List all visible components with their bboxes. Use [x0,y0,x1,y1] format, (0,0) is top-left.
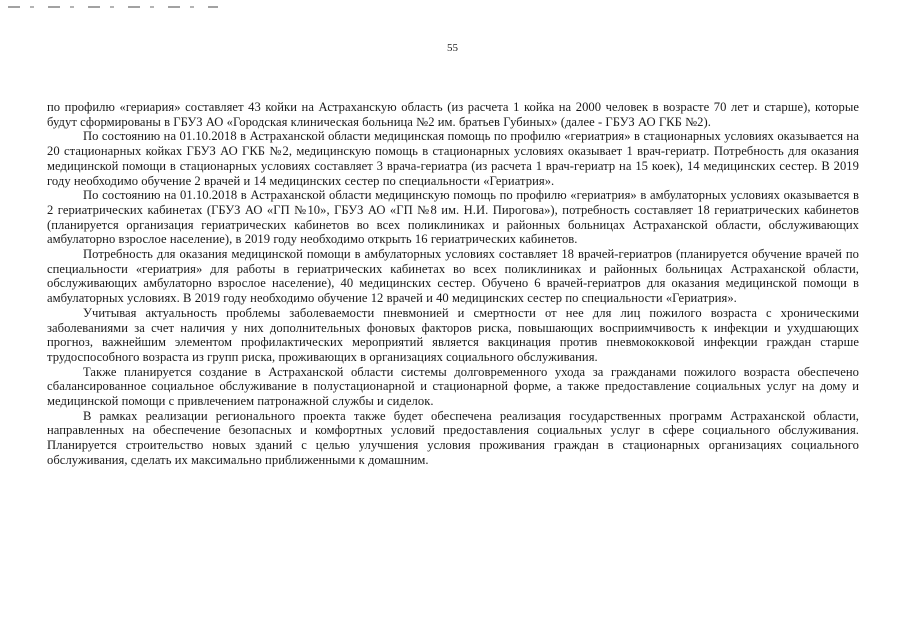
scan-edge-mark [8,6,218,8]
paragraph-3: По состоянию на 01.10.2018 в Астраханской области медицинскую помощь по профилю «гериатрия» в амбулаторных условиях оказывается в 2 гериатрических кабинетах (ГБУЗ АО «ГП №10», ГБУЗ АО «ГП №8 им. Н.И. Пирогова»), потребность составляет 18 гериатрических кабинетов (планируется организация гериатрических кабинетов во всех поликлиниках и районных больницах Астраханской области, обслуживающих амбулаторно взрослое население), в 2019 году необходимо открыть 16 гериатрических кабинетов. [47,188,859,247]
paragraph-2: По состоянию на 01.10.2018 в Астраханской области медицинская помощь по профилю «гериатрия» в стационарных условиях оказывается на 20 стационарных койках ГБУЗ АО ГКБ №2, медицинскую помощь в стационарных условиях оказывает 1 врач-гериатр. Потребность для оказания медицинской помощи в стационарных условиях составляет 3 врача-гериатра (из расчета 1 врач-гериатр на 15 коек), 14 медицинских сестер. В 2019 году необходимо обучение 2 врачей и 14 медицинских сестер по специальности «Гериатрия». [47,129,859,188]
paragraph-7: В рамках реализации регионального проекта также будет обеспечена реализация государственных программ Астраханской области, направленных на обеспечение безопасных и комфортных условий предоставления социальных услуг в сфере социального обслуживания. Планируется строительство новых зданий с целью улучшения условия проживания граждан в стационарных организациях социального обслуживания, сделать их максимально приближенными к домашним. [47,408,859,467]
page-number: 55 [447,42,458,54]
paragraph-4: Потребность для оказания медицинской помощи в амбулаторных условиях составляет 18 врачей-гериатров (планируется обучение врачей по специальности «гериатрия» для работы в гериатрических кабинетах во всех поликлиниках и районных больницах Астраханской области, обслуживающих амбулаторно взрослое население), 40 медицинских сестер. Обучено 6 врачей-гериатров для оказания медицинской помощи в амбулаторных условиях. В 2019 году необходимо обучение 12 врачей и 40 медицинских сестер по специальности «Гериатрия». [47,247,859,306]
paragraph-5: Учитывая актуальность проблемы заболеваемости пневмонией и смертности от нее для лиц пожилого возраста с хроническими заболеваниями за счет наличия у них дополнительных фоновых факторов риска, повышающих восприимчивость к инфекции и ухудшающих прогноз, важнейшим элементом профилактических мероприятий является вакцинация против пневмококковой инфекции граждан старше трудоспособного возраста из групп риска, проживающих в организациях социального обслуживания. [47,305,859,364]
document-body [47,100,859,468]
paragraph-6: Также планируется создание в Астраханской области системы долговременного ухода за гражданами пожилого возраста обеспечено сбалансированное социальное обслуживание в полустационарной и стационарной форме, а также предоставление социальных услуг на дому и медицинской помощи с привлечением патронажной службы и сиделок. [47,364,859,409]
paragraph-1: по профилю «гериария» составляет 43 койки на Астраханскую область (из расчета 1 койка на 2000 человек в возрасте 70 лет и старше), которые будут сформированы в ГБУЗ АО «Городская клиническая больница №2 им. братьев Губиных» (далее - ГБУЗ АО ГКБ №2). [47,100,859,129]
